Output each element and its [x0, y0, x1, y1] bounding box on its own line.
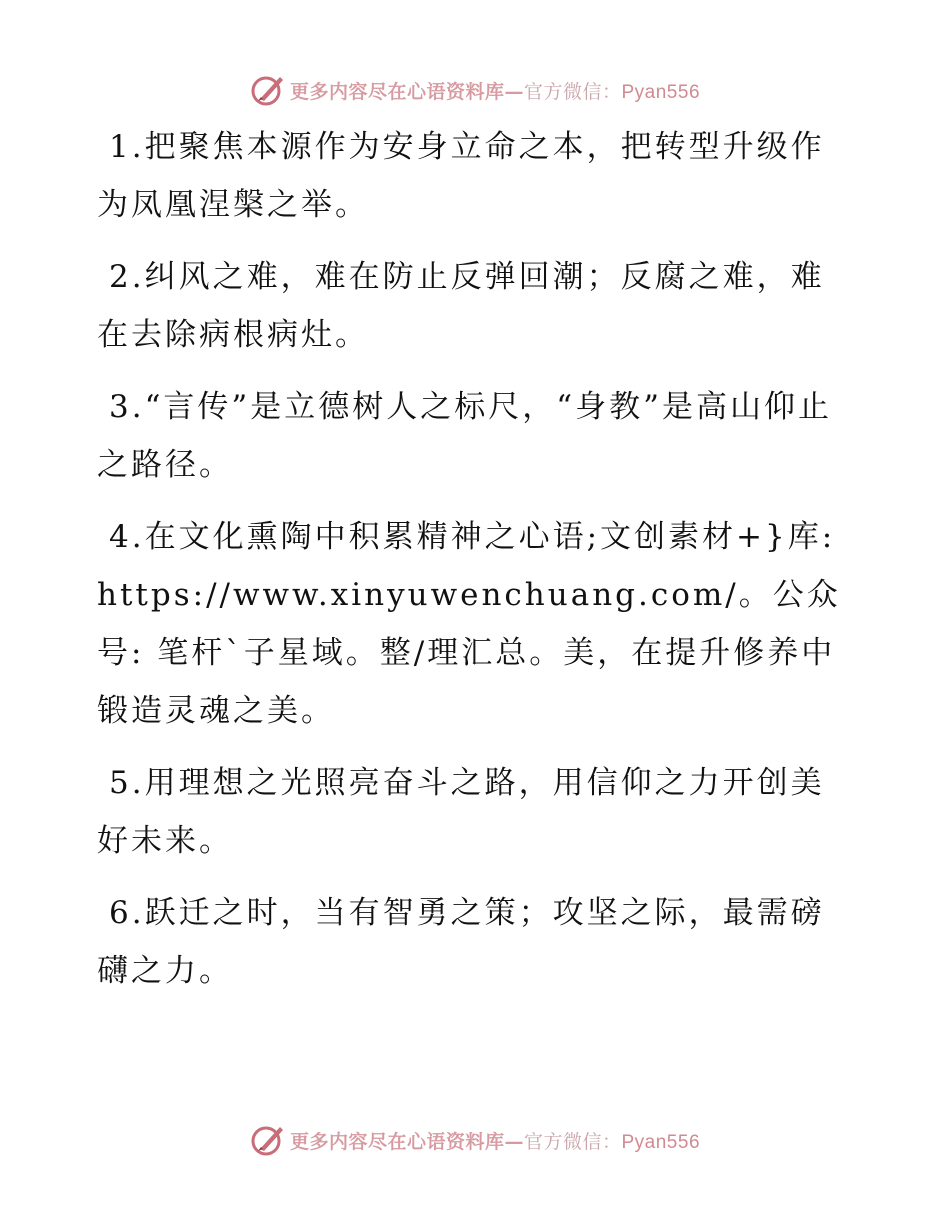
list-item-1: 1.把聚焦本源作为安身立命之本，把转型升级作为凤凰涅槃之举。 [97, 129, 825, 223]
header-text: 更多内容尽在心语资料库—官方微信：Pyan556 [289, 80, 701, 103]
footer-banner [0, 1120, 950, 1160]
quote-list [97, 118, 857, 1014]
list-item-5: 5.用理想之光照亮奋斗之路，用信仰之力开创美好未来。 [97, 765, 825, 859]
header-banner [0, 70, 950, 110]
quill-logo-icon [250, 1123, 286, 1157]
list-item-4: 4.在文化熏陶中积累精神之心语;文创素材+}库:https://www.xinyuwenchuang.com/。公众号: 笔杆`子星域。整/理汇总。美，在提升修养中锻造灵魂之美。 [97, 519, 841, 729]
quill-logo-icon [250, 73, 286, 107]
list-item-2: 2.纠风之难，难在防止反弹回潮；反腐之难，难在去除病根病灶。 [97, 259, 825, 353]
list-item-3: 3.“言传”是立德树人之标尺，“身教”是高山仰止之路径。 [97, 389, 832, 483]
footer-text: 更多内容尽在心语资料库—官方微信：Pyan556 [289, 1130, 701, 1153]
list-item-6: 6.跃迁之时，当有智勇之策；攻坚之际，最需磅礴之力。 [97, 895, 825, 989]
